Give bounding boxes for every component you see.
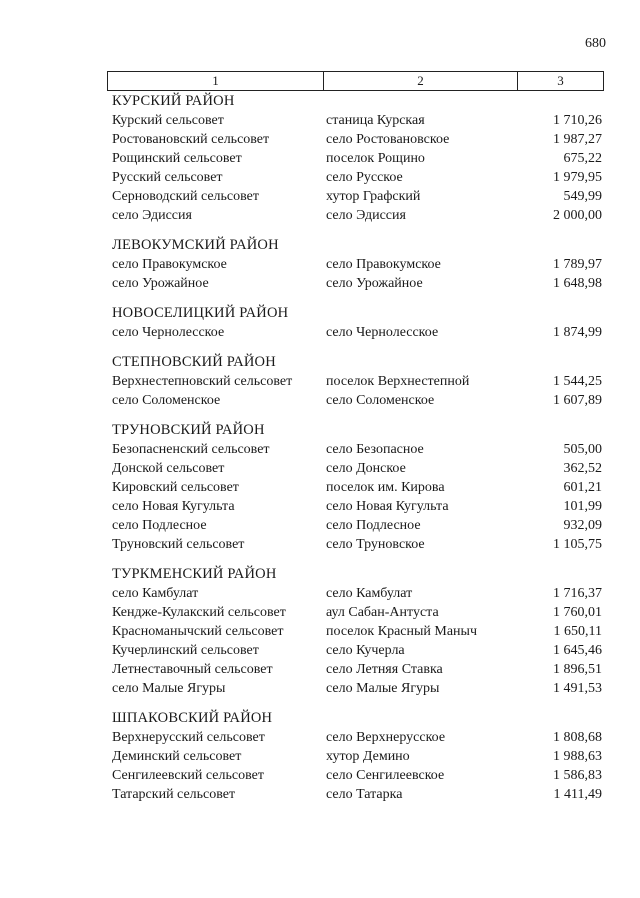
table-row (0, 478, 640, 497)
municipality-name: Ростовановский сельсовет (112, 132, 270, 147)
page-number: 680 (585, 36, 606, 51)
municipality-name: село Соломенское (112, 393, 221, 408)
table-row (0, 206, 640, 225)
amount-value: 101,99 (563, 499, 602, 514)
header-col-1: 1 (108, 72, 324, 90)
settlement-name: село Верхнерусское (326, 730, 446, 745)
amount-value: 1 650,11 (553, 624, 602, 639)
municipality-name: Красноманычский сельсовет (112, 624, 284, 639)
settlement-name: село Безопасное (326, 442, 424, 457)
amount-value: 932,09 (563, 518, 602, 533)
settlement-name: село Новая Кугульта (326, 499, 449, 514)
amount-value: 1 874,99 (553, 325, 602, 340)
municipality-name: Сенгилеевский сельсовет (112, 768, 264, 783)
amount-value: 1 491,53 (553, 681, 602, 696)
table-row (0, 274, 640, 293)
district-title: КУРСКИЙ РАЙОН (112, 93, 235, 109)
municipality-name: Донской сельсовет (112, 461, 225, 476)
amount-value: 1 988,63 (553, 749, 602, 764)
settlement-name: село Летняя Ставка (326, 662, 443, 677)
table-row (0, 728, 640, 747)
amount-value: 1 544,25 (553, 374, 602, 389)
header-col-2: 2 (324, 72, 518, 90)
settlement-name: село Чернолесское (326, 325, 439, 340)
table-row (0, 168, 640, 187)
district-title: ШПАКОВСКИЙ РАЙОН (112, 710, 273, 726)
municipality-name: село Эдиссия (112, 208, 192, 223)
table-row (0, 535, 640, 554)
settlement-name: село Ростовановское (326, 132, 450, 147)
municipality-name: Верхнестепновский сельсовет (112, 374, 293, 389)
table-row (0, 130, 640, 149)
municipality-name: Серноводский сельсовет (112, 189, 259, 204)
settlement-name: село Подлесное (326, 518, 421, 533)
municipality-name: Деминский сельсовет (112, 749, 242, 764)
table-row (0, 641, 640, 660)
settlement-name: поселок им. Кирова (326, 480, 445, 495)
table-row (0, 660, 640, 679)
amount-value: 362,52 (563, 461, 602, 476)
amount-value: 549,99 (563, 189, 602, 204)
table-row (0, 149, 640, 168)
municipality-name: село Правокумское (112, 257, 227, 272)
amount-value: 675,22 (563, 151, 602, 166)
municipality-name: село Малые Ягуры (112, 681, 226, 696)
table-row (0, 391, 640, 410)
amount-value: 1 987,27 (553, 132, 602, 147)
amount-value: 2 000,00 (553, 208, 602, 223)
district-section (0, 304, 640, 342)
amount-value: 1 896,51 (553, 662, 602, 677)
amount-value: 1 645,46 (553, 643, 602, 658)
settlement-name: село Малые Ягуры (326, 681, 440, 696)
municipality-name: Безопасненский сельсовет (112, 442, 270, 457)
table-row (0, 187, 640, 206)
settlement-name: село Донское (326, 461, 406, 476)
table-row (0, 766, 640, 785)
amount-value: 1 411,49 (553, 787, 602, 802)
amount-value: 505,00 (563, 442, 602, 457)
amount-value: 1 105,75 (553, 537, 602, 552)
settlement-name: поселок Красный Маныч (326, 624, 477, 639)
municipality-name: Летнеставочный сельсовет (112, 662, 273, 677)
settlement-name: село Соломенское (326, 393, 435, 408)
district-title: ТУРКМЕНСКИЙ РАЙОН (112, 566, 277, 582)
table-row (0, 497, 640, 516)
municipality-name: Кучерлинский сельсовет (112, 643, 259, 658)
settlement-name: станица Курская (326, 113, 425, 128)
municipality-name: Кировский сельсовет (112, 480, 239, 495)
table-row (0, 111, 640, 130)
amount-value: 601,21 (563, 480, 602, 495)
district-title: НОВОСЕЛИЦКИЙ РАЙОН (112, 305, 289, 321)
amount-value: 1 648,98 (553, 276, 602, 291)
municipality-name: Верхнерусский сельсовет (112, 730, 265, 745)
municipality-name: село Урожайное (112, 276, 209, 291)
district-title: СТЕПНОВСКИЙ РАЙОН (112, 354, 276, 370)
settlement-name: село Правокумское (326, 257, 441, 272)
municipality-name: село Чернолесское (112, 325, 225, 340)
district-section (0, 421, 640, 554)
settlement-name: село Камбулат (326, 586, 413, 601)
amount-value: 1 979,95 (553, 170, 602, 185)
settlement-name: село Урожайное (326, 276, 423, 291)
settlement-name: аул Сабан-Антуста (326, 605, 439, 620)
municipality-name: село Подлесное (112, 518, 207, 533)
table-row (0, 255, 640, 274)
table-body (0, 92, 640, 815)
amount-value: 1 710,26 (553, 113, 602, 128)
district-section (0, 236, 640, 293)
district-section (0, 353, 640, 410)
municipality-name: Курский сельсовет (112, 113, 224, 128)
table-row (0, 440, 640, 459)
settlement-name: село Эдиссия (326, 208, 406, 223)
table-row (0, 459, 640, 478)
amount-value: 1 760,01 (553, 605, 602, 620)
municipality-name: Труновский сельсовет (112, 537, 245, 552)
amount-value: 1 789,97 (553, 257, 602, 272)
municipality-name: Кендже-Кулакский сельсовет (112, 605, 286, 620)
table-row (0, 622, 640, 641)
municipality-name: село Новая Кугульта (112, 499, 235, 514)
settlement-name: хутор Демино (326, 749, 410, 764)
settlement-name: село Сенгилеевское (326, 768, 445, 783)
amount-value: 1 607,89 (553, 393, 602, 408)
table-row (0, 584, 640, 603)
table-row (0, 372, 640, 391)
municipality-name: Рощинский сельсовет (112, 151, 242, 166)
district-title: ТРУНОВСКИЙ РАЙОН (112, 422, 265, 438)
district-section (0, 709, 640, 804)
header-col-3: 3 (557, 73, 564, 88)
municipality-name: Русский сельсовет (112, 170, 223, 185)
table-row (0, 679, 640, 698)
amount-value: 1 586,83 (553, 768, 602, 783)
table-row (0, 603, 640, 622)
table-row (0, 785, 640, 804)
table-row (0, 516, 640, 535)
district-section (0, 92, 640, 225)
settlement-name: хутор Графский (326, 189, 421, 204)
district-section (0, 565, 640, 698)
settlement-name: поселок Рощино (326, 151, 425, 166)
settlement-name: поселок Верхнестепной (326, 374, 470, 389)
table-row (0, 323, 640, 342)
table-header (107, 71, 604, 91)
settlement-name: село Кучерла (326, 643, 405, 658)
settlement-name: село Труновское (326, 537, 425, 552)
settlement-name: село Татарка (326, 787, 403, 802)
settlement-name: село Русское (326, 170, 403, 185)
district-title: ЛЕВОКУМСКИЙ РАЙОН (112, 237, 279, 253)
municipality-name: Татарский сельсовет (112, 787, 236, 802)
table-row (0, 747, 640, 766)
amount-value: 1 716,37 (553, 586, 602, 601)
amount-value: 1 808,68 (553, 730, 602, 745)
municipality-name: село Камбулат (112, 586, 199, 601)
